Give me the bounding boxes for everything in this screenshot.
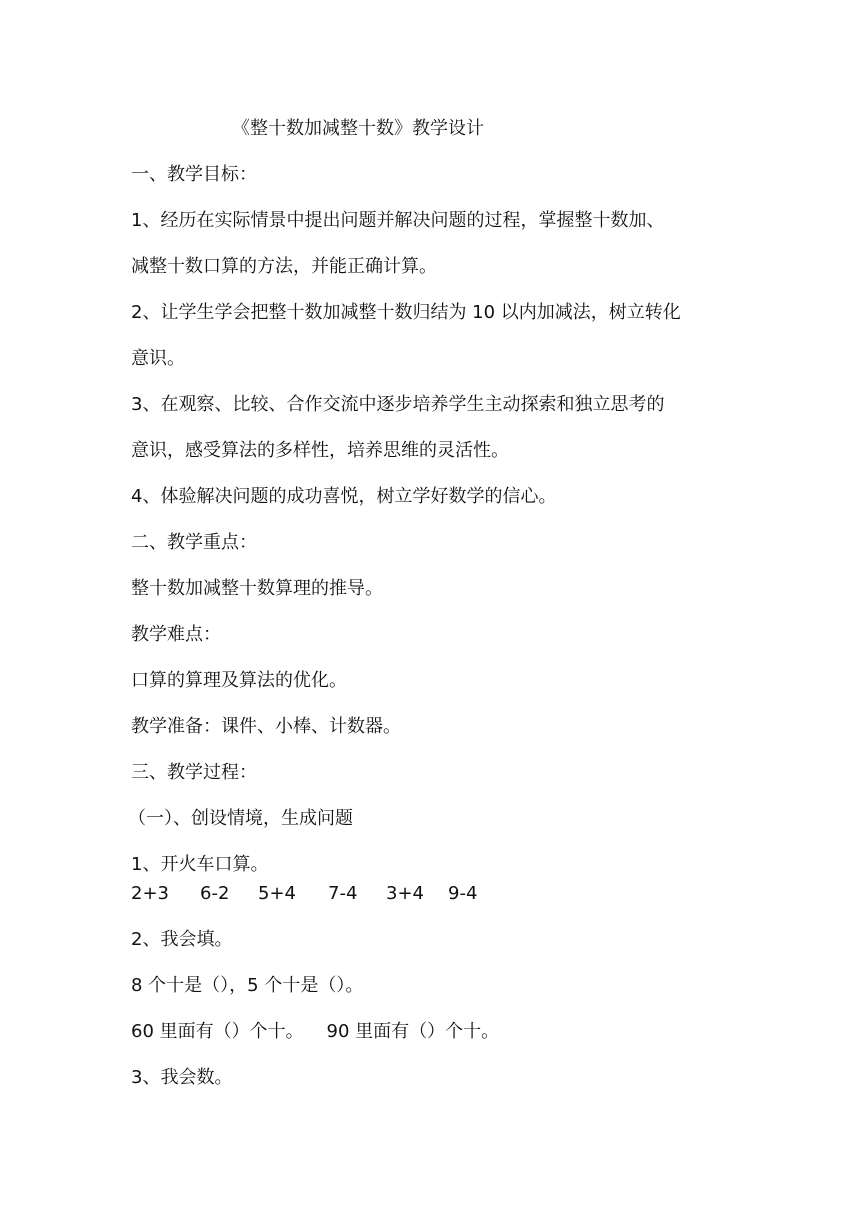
difficulty: 口算的算理及算法的优化。 xyxy=(131,670,347,691)
calculation-item: 3+4 xyxy=(386,883,424,904)
goal-4: 4、体验解决问题的成功喜悦，树立学好数学的信心。 xyxy=(131,486,557,507)
calculation-item: 2+3 xyxy=(131,883,169,904)
calculation-item: 9-4 xyxy=(448,883,478,904)
calculation-row xyxy=(131,882,551,906)
goal-2-line-1: 2、让学生学会把整十数加减整十数归结为 10 以内加减法，树立转化 xyxy=(131,302,681,323)
section-heading-process: 三、教学过程： xyxy=(131,762,257,783)
section-heading-goals: 一、教学目标： xyxy=(131,164,257,185)
fill-line-1: 8 个十是（），5 个十是（）。 xyxy=(131,975,364,996)
goal-3-line-1: 3、在观察、比较、合作交流中逐步培养学生主动探索和独立思考的 xyxy=(131,394,665,415)
subsection-heading: （一）、创设情境，生成问题 xyxy=(128,808,353,829)
section-heading-key-points: 二、教学重点： xyxy=(131,532,257,553)
key-point: 整十数加减整十数算理的推导。 xyxy=(131,578,383,599)
goal-2-line-2: 意识。 xyxy=(131,348,185,369)
preparation: 教学准备：课件、小棒、计数器。 xyxy=(131,716,401,737)
calculation-item: 5+4 xyxy=(258,883,296,904)
goal-3-line-2: 意识，感受算法的多样性，培养思维的灵活性。 xyxy=(131,440,509,461)
fill-line-2: 60 里面有（）个十。 90 里面有（）个十。 xyxy=(131,1021,500,1042)
item-1: 1、开火车口算。 xyxy=(131,854,269,875)
calculation-item: 6-2 xyxy=(200,883,230,904)
goal-1-line-2: 减整十数口算的方法，并能正确计算。 xyxy=(131,256,437,277)
goal-1-line-1: 1、经历在实际情景中提出问题并解决问题的过程，掌握整十数加、 xyxy=(131,210,665,231)
item-3: 3、我会数。 xyxy=(131,1067,233,1088)
item-2: 2、我会填。 xyxy=(131,929,233,950)
calculation-item: 7-4 xyxy=(328,883,358,904)
document-title: 《整十数加减整十数》教学设计 xyxy=(232,118,484,139)
difficulty-heading: 教学难点： xyxy=(131,624,221,645)
